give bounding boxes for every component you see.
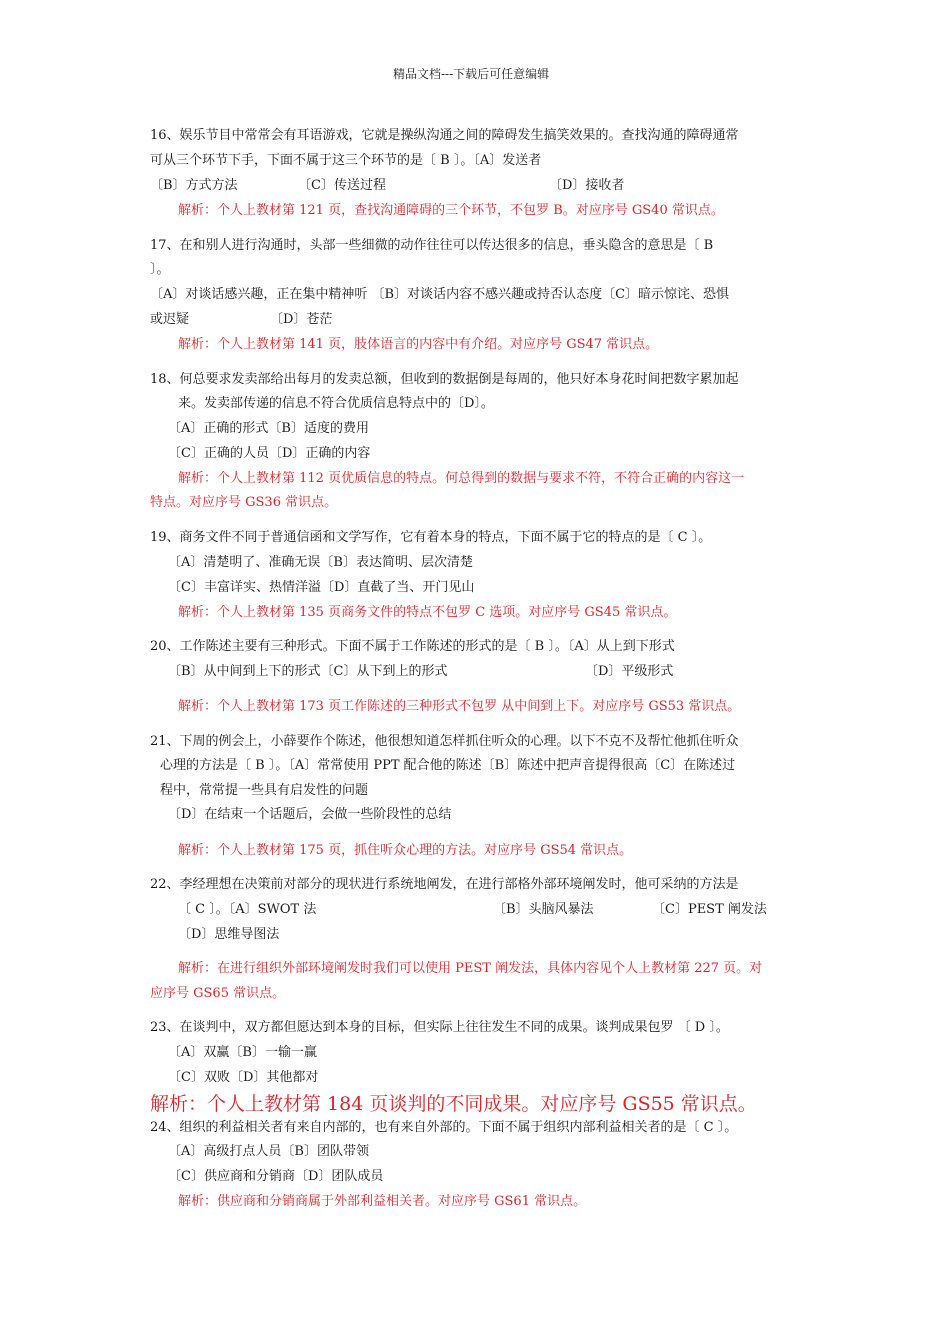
question-16-line-2: 可从三个环节下手，下面不属于这三个环节的是〔 B 〕。〔A〕发送者 bbox=[150, 153, 542, 168]
question-21-line-1: 21、下周的例会上，小薛要作个陈述，他很想知道怎样抓住听众的心理。以下不克不及帮忙他抓住听众 bbox=[150, 734, 739, 749]
question-20-options-line: 〔B〕从中间到上下的形式〔C〕从下到上的形式 bbox=[168, 664, 448, 679]
question-17-analysis: 解析：个人上教材第 141 页，肢体语言的内容中有介绍。对应序号 GS47 常识点。 bbox=[178, 337, 659, 352]
question-20-option-d: 〔D〕平级形式 bbox=[585, 664, 674, 679]
question-20-line-1: 20、工作陈述主要有三种形式。下面不属于工作陈述的形式的是〔 B 〕。〔A〕从上到下形式 bbox=[150, 639, 675, 654]
question-19-options-line-1: 〔A〕清楚明了、准确无误〔B〕表达简明、层次清楚 bbox=[168, 555, 473, 570]
question-16-option-c: 〔C〕传送过程 bbox=[298, 178, 386, 193]
question-18-line-2: 来。发卖部传递的信息不符合优质信息特点中的〔D〕。 bbox=[178, 396, 494, 411]
question-21-line-3: 程中，常常提一些具有启发性的问题 bbox=[160, 783, 369, 798]
question-22-option-c: 〔C〕PEST 阐发法 bbox=[652, 902, 767, 917]
question-18-analysis-1: 解析：个人上教材第 112 页优质信息的特点。何总得到的数据与要求不符，不符合正确的内容这一 bbox=[178, 471, 745, 486]
question-17-line-1: 17、在和别人进行沟通时，头部一些细微的动作往往可以传达很多的信息，垂头隐含的意思是〔 B bbox=[150, 238, 714, 253]
question-22-line-2: 〔 C 〕。〔A〕SWOT 法 bbox=[178, 902, 317, 917]
question-24-line-1: 24、组织的利益相关者有来自内部的，也有来自外部的。下面不属于组织内部利益相关者的是〔 C 〕。 bbox=[150, 1120, 738, 1135]
question-24-options-line-2: 〔C〕供应商和分销商〔D〕团队成员 bbox=[168, 1169, 384, 1184]
question-22-line-1: 22、李经理想在决策前对部分的现状进行系统地阐发，在进行部格外部环境阐发时，他可采纳的方法是 bbox=[150, 877, 739, 892]
question-21-line-2: 心理的方法是〔 B 〕。〔A〕常常使用 PPT 配合他的陈述〔B〕陈述中把声音提得很高〔C〕在陈述过 bbox=[160, 758, 736, 773]
question-24-analysis: 解析：供应商和分销商属于外部利益相关者。对应序号 GS61 常识点。 bbox=[178, 1194, 587, 1209]
question-24-options-line-1: 〔A〕高级打点人员〔B〕团队带领 bbox=[168, 1144, 369, 1159]
question-16-option-d: 〔D〕接收者 bbox=[549, 178, 625, 193]
question-22-analysis-1: 解析：在进行组织外部环境阐发时我们可以使用 PEST 阐发法，具体内容见个人上教材第 227 页。对 bbox=[178, 961, 763, 976]
question-23-analysis: 解析：个人上教材第 184 页谈判的不同成果。对应序号 GS55 常识点。 bbox=[150, 1093, 757, 1115]
question-19-analysis: 解析：个人上教材第 135 页商务文件的特点不包罗 C 选项。对应序号 GS45 常识点。 bbox=[178, 605, 677, 620]
question-22-analysis-2: 应序号 GS65 常识点。 bbox=[150, 986, 286, 1001]
page-header: 精品文档---下载后可任意编辑 bbox=[393, 67, 550, 81]
question-16-analysis: 解析：个人上教材第 121 页，查找沟通障碍的三个环节，不包罗 B。对应序号 GS40 常识点。 bbox=[178, 203, 724, 218]
question-18-analysis-2: 特点。对应序号 GS36 常识点。 bbox=[150, 495, 338, 510]
question-16-line-1: 16、娱乐节目中常常会有耳语游戏，它就是操纵沟通之间的障碍发生搞笑效果的。查找沟通的障碍通常 bbox=[150, 128, 739, 143]
question-19-line-1: 19、商务文件不同于普通信函和文学写作，它有着本身的特点，下面不属于它的特点的是〔 C 〕。 bbox=[150, 530, 712, 545]
question-23-options-line-1: 〔A〕双赢〔B〕一输一赢 bbox=[168, 1045, 317, 1060]
question-18-options-line-1: 〔A〕正确的形式〔B〕适度的费用 bbox=[168, 421, 369, 436]
question-17-options-line-1: 〔A〕对谈话感兴趣，正在集中精神听 〔B〕对谈话内容不感兴趣或持否认态度〔C〕暗示惊诧、恐惧 bbox=[150, 287, 730, 302]
question-19-options-line-2: 〔C〕丰富详实、热情洋溢〔D〕直截了当、开门见山 bbox=[168, 580, 475, 595]
question-18-options-line-2: 〔C〕正确的人员〔D〕正确的内容 bbox=[168, 446, 371, 461]
question-17-option-d: 〔D〕苍茫 bbox=[270, 312, 333, 327]
question-22-option-d: 〔D〕思维导图法 bbox=[178, 927, 280, 942]
question-23-options-line-2: 〔C〕双败〔D〕其他都对 bbox=[168, 1070, 319, 1085]
question-18-line-1: 18、何总要求发卖部给出每月的发卖总额，但收到的数据倒是每周的，他只好本身花时间把数字累加起 bbox=[150, 372, 739, 387]
question-21-analysis: 解析：个人上教材第 175 页，抓住听众心理的方法。对应序号 GS54 常识点。 bbox=[178, 843, 633, 858]
question-21-option-d: 〔D〕在结束一个话题后，会做一些阶段性的总结 bbox=[168, 807, 452, 822]
question-20-analysis: 解析：个人上教材第 173 页工作陈述的三种形式不包罗 从中间到上下。对应序号 GS53 常识点。 bbox=[178, 699, 741, 714]
question-16-option-b: 〔B〕方式方法 bbox=[150, 178, 238, 193]
question-17-options-line-2a: 或迟疑 bbox=[150, 312, 190, 327]
question-23-line-1: 23、在谈判中，双方都但愿达到本身的目标，但实际上往往发生不同的成果。谈判成果包罗 〔 D 〕。 bbox=[150, 1020, 729, 1035]
question-22-option-b: 〔B〕头脑风暴法 bbox=[493, 902, 594, 917]
question-17-line-2: 〕。 bbox=[150, 262, 170, 277]
